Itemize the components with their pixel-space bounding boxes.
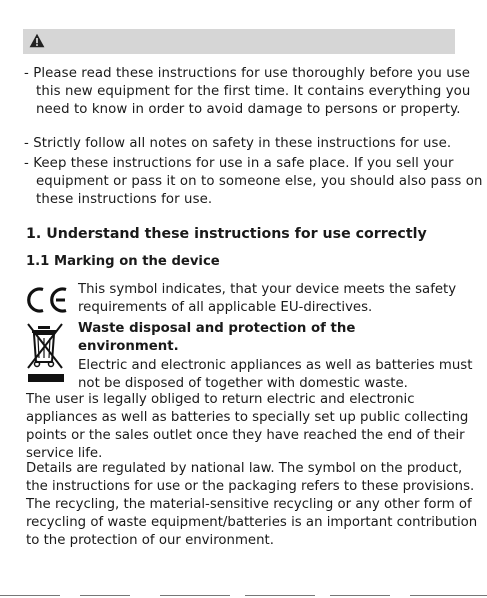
- safety-bullet-read: - Please read these instructions for use thoroughly before you use this new equipment for the first time. It contains everything you need to know in order to avoid damage to persons or property.: [24, 66, 471, 117]
- ce-mark-icon: [24, 286, 70, 314]
- warning-triangle-icon: [29, 33, 45, 48]
- waste-disposal-heading: Waste disposal and protection of the environment.: [78, 321, 356, 354]
- safety-bullet-follow: - Strictly follow all notes on safety in these instructions for use.: [24, 136, 452, 151]
- section-heading: 1. Understand these instructions for use correctly: [26, 226, 427, 242]
- waste-paragraph-1: Electric and electronic appliances as well as batteries must not be disposed of together with domestic waste.: [78, 358, 473, 391]
- ce-description: This symbol indicates, that your device meets the safety requirements of all applicable EU-directives.: [78, 282, 457, 315]
- waste-paragraph-2: The user is legally obliged to return electric and electronic appliances as well as batteries to specially set up public collecting points or the sales outlet once they have reached the end of their service life.: [26, 392, 469, 461]
- warning-banner: [23, 29, 455, 54]
- page-footer-rule: [0, 594, 487, 598]
- waste-paragraph-3: Details are regulated by national law. The symbol on the product, the instructions for use or the packaging refers to these provisions. The recycling, the material-sensitive recycling or any other form of recycling of waste equipment/batteries is an important contribution to the protection of our environment.: [26, 461, 478, 548]
- safety-bullet-keep: - Keep these instructions for use in a safe place. If you sell your equipment or pass it on to someone else, you should also pass on these instructions for use.: [24, 156, 483, 207]
- subsection-heading: 1.1 Marking on the device: [26, 254, 220, 269]
- crossed-out-bin-icon: [24, 322, 68, 384]
